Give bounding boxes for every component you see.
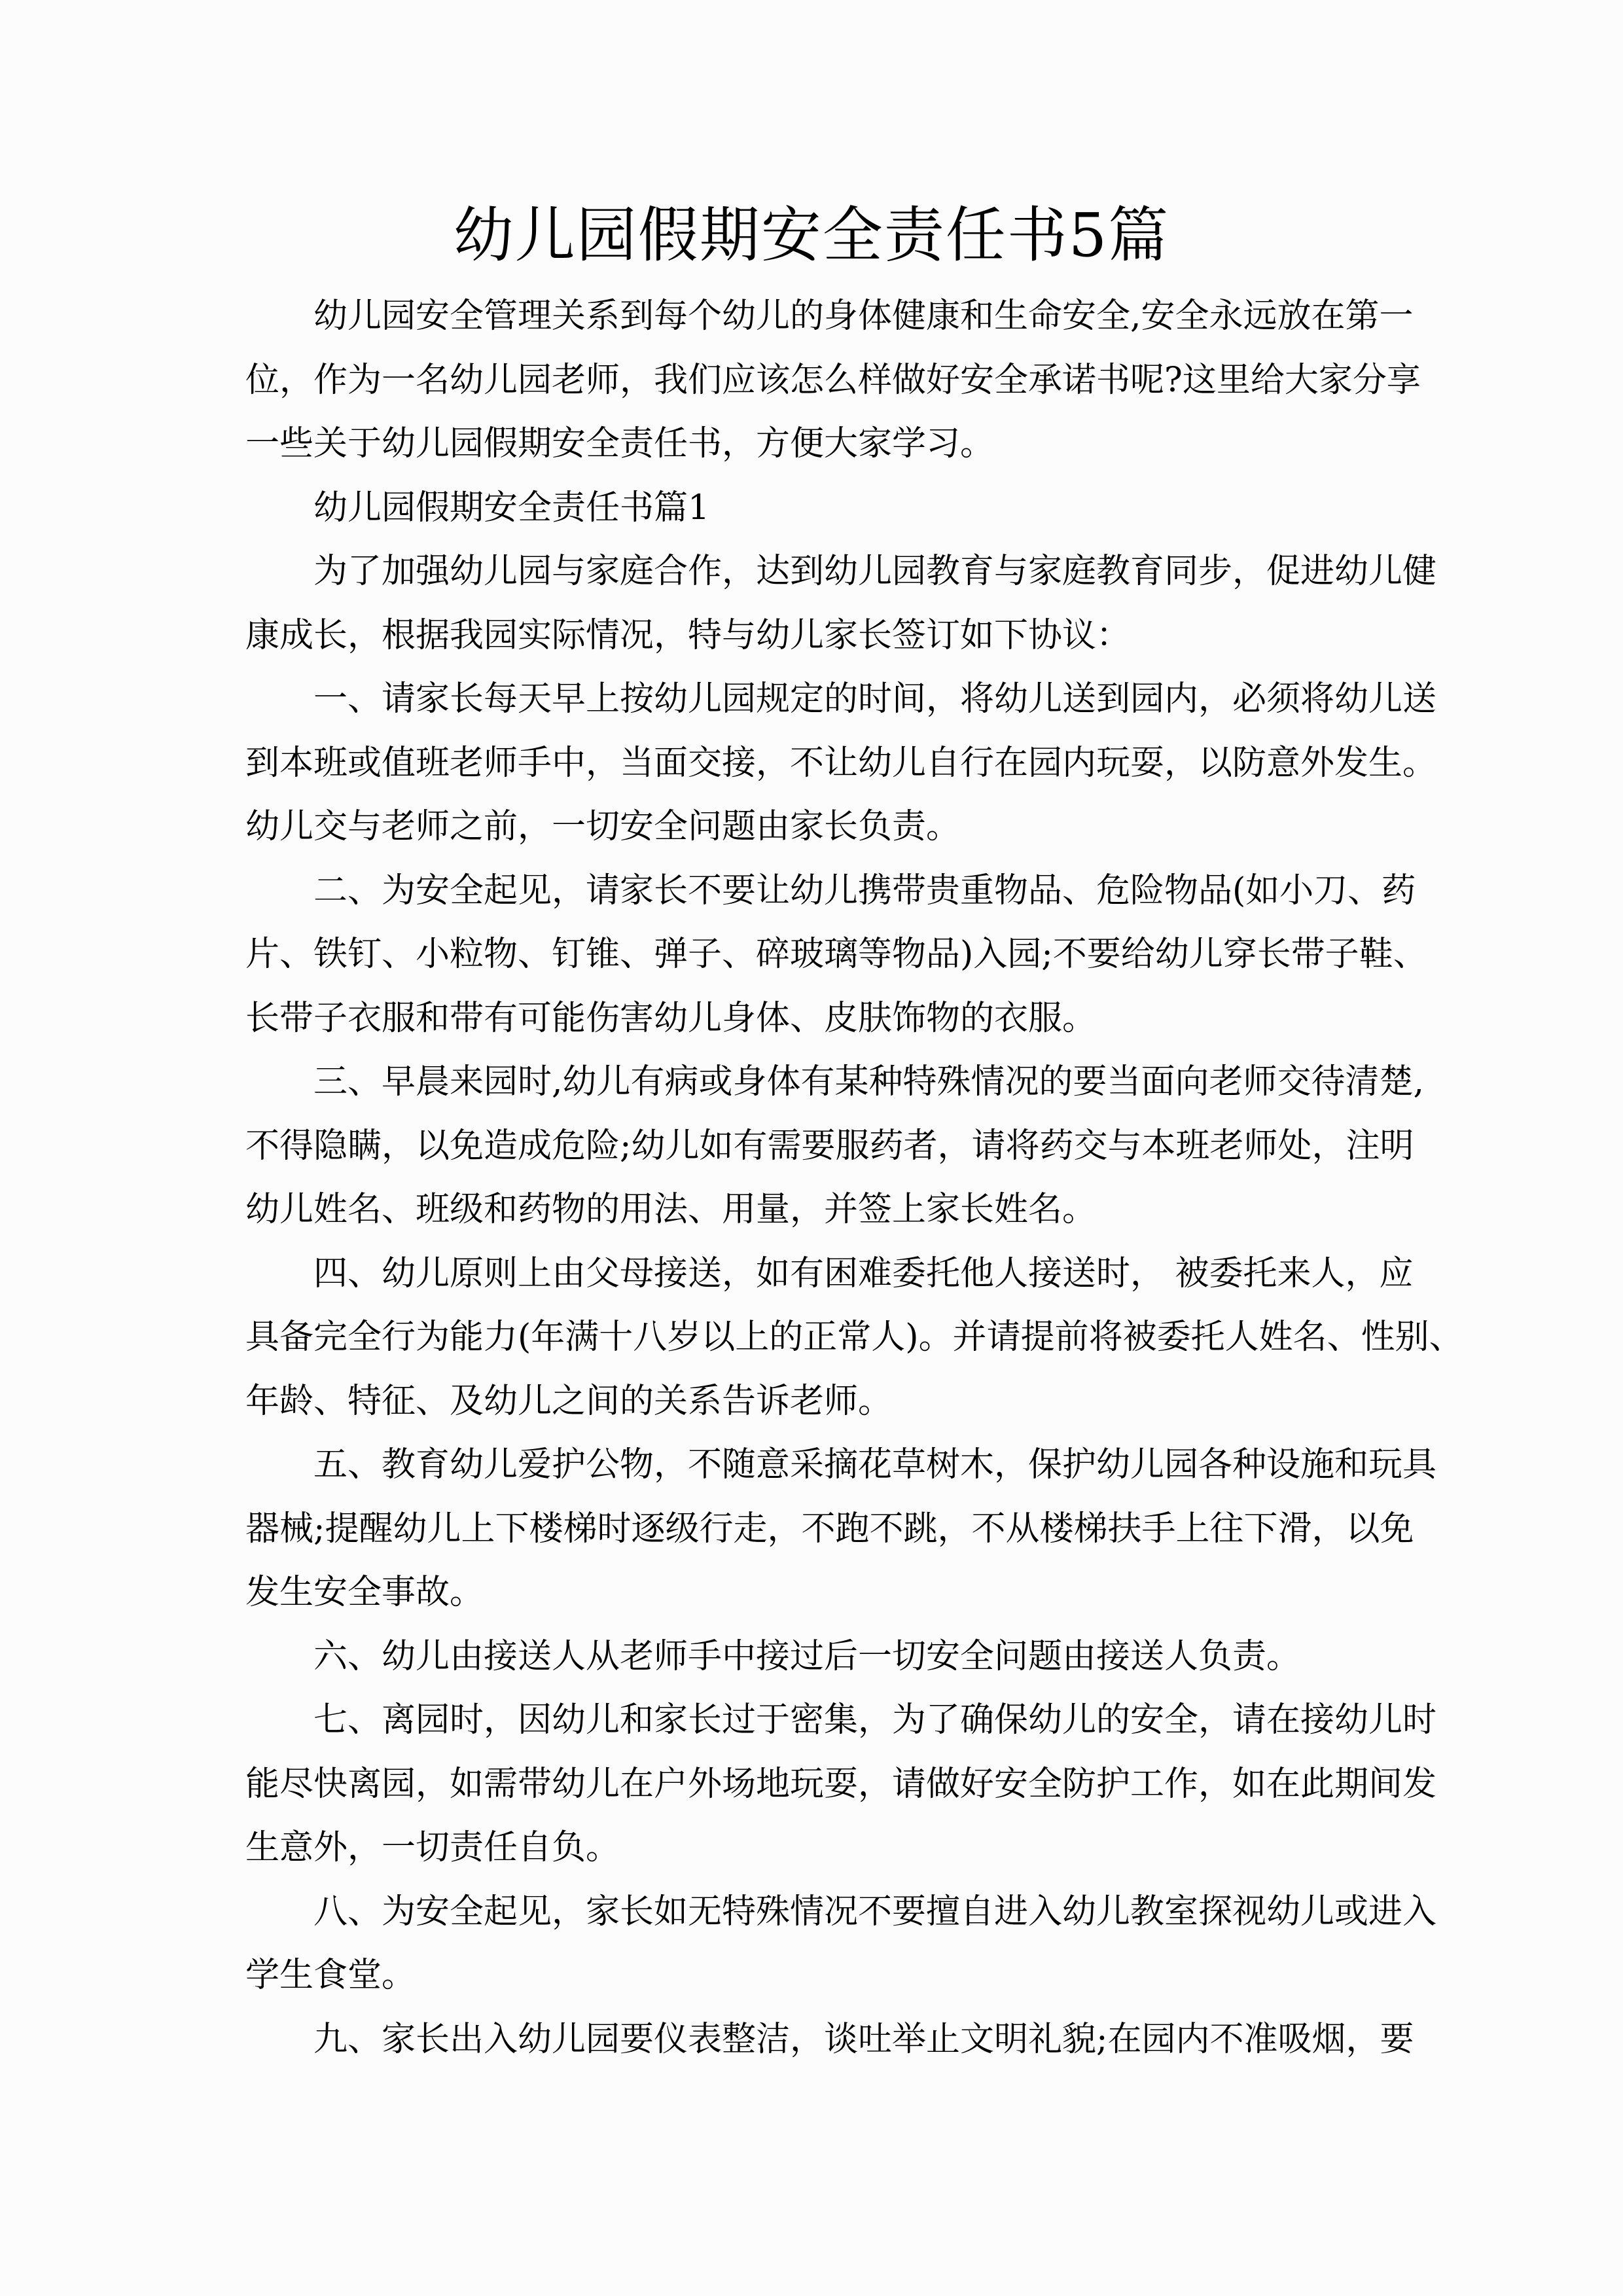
body-line: 学生食堂。 (245, 1956, 416, 1995)
clause-3: 三、早晨来园时,幼儿有病或身体有某种特殊情况的要当面向老师交待清楚, (313, 1062, 1425, 1102)
body-line: 幼儿园安全管理关系到每个幼儿的身体健康和生命安全,安全永远放在第一 (313, 296, 1414, 336)
document-title: 幼儿园假期安全责任书5篇 (453, 200, 1170, 270)
clause-1: 一、请家长每天早上按幼儿园规定的时间，将幼儿送到园内，必须将幼儿送 (313, 679, 1437, 719)
body-line: 具备完全行为能力(年满十八岁以上的正常人)。并请提前将被委托人姓名、性别、 (245, 1318, 1463, 1357)
section-heading-1: 幼儿园假期安全责任书篇1 (313, 488, 710, 528)
body-line: 康成长，根据我园实际情况，特与幼儿家长签订如下协议： (245, 615, 1131, 655)
body-line: 到本班或值班老师手中，当面交接，不让幼儿自行在园内玩耍，以防意外发生。 (245, 743, 1437, 783)
clause-6: 六、幼儿由接送人从老师手中接过后一切安全问题由接送人负责。 (313, 1636, 1301, 1676)
body-line: 器械;提醒幼儿上下楼梯时逐级行走，不跑不跳，不从楼梯扶手上往下滑，以免 (245, 1509, 1414, 1549)
body-line: 能尽快离园，如需带幼儿在户外场地玩耍，请做好安全防护工作，如在此期间发 (245, 1764, 1437, 1804)
body-line: 发生安全事故。 (245, 1573, 484, 1612)
document-body (245, 293, 1463, 2079)
body-line: 为了加强幼儿园与家庭合作，达到幼儿园教育与家庭教育同步，促进幼儿健 (313, 552, 1437, 591)
body-line: 长带子衣服和带有可能伤害幼儿身体、皮肤饰物的衣服。 (245, 998, 1097, 1038)
body-line: 幼儿交与老师之前，一切安全问题由家长负责。 (245, 807, 961, 846)
clause-7: 七、离园时，因幼儿和家长过于密集，为了确保幼儿的安全，请在接幼儿时 (313, 1700, 1437, 1740)
body-line: 一些关于幼儿园假期安全责任书，方便大家学习。 (245, 424, 995, 463)
clause-8: 八、为安全起见，家长如无特殊情况不要擅自进入幼儿教室探视幼儿或进入 (313, 1892, 1437, 1931)
clause-9: 九、家长出入幼儿园要仪表整洁，谈吐举止文明礼貌;在园内不准吸烟，要 (313, 2019, 1414, 2059)
body-line: 生意外，一切责任自负。 (245, 1828, 620, 1867)
body-line: 不得隐瞒，以免造成危险;幼儿如有需要服药者，请将药交与本班老师处，注明 (245, 1126, 1414, 1166)
body-line: 片、铁钉、小粒物、钉锥、弹子、碎玻璃等物品)入园;不要给幼儿穿长带子鞋、 (245, 935, 1427, 974)
clause-2: 二、为安全起见，请家长不要让幼儿携带贵重物品、危险物品(如小刀、药 (313, 870, 1416, 910)
body-line: 位，作为一名幼儿园老师，我们应该怎么样做好安全承诺书呢?这里给大家分享 (245, 360, 1421, 400)
body-line: 年龄、特征、及幼儿之间的关系告诉老师。 (245, 1381, 893, 1421)
body-line: 幼儿姓名、班级和药物的用法、用量，并签上家长姓名。 (245, 1190, 1097, 1229)
clause-4: 四、幼儿原则上由父母接送，如有困难委托他人接送时， 被委托来人，应 (313, 1253, 1414, 1293)
clause-5: 五、教育幼儿爱护公物，不随意采摘花草树木，保护幼儿园各种设施和玩具 (313, 1445, 1437, 1484)
